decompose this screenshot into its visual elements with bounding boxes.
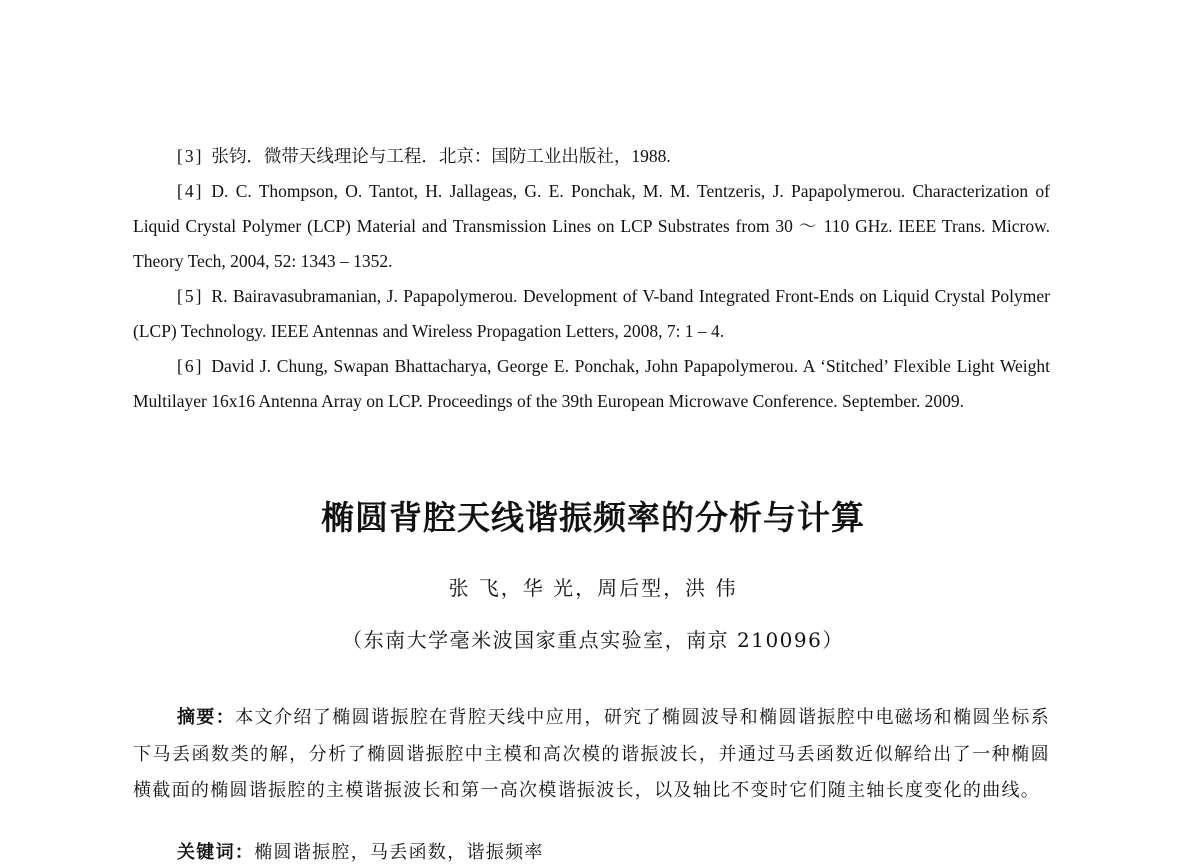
article-title: 椭圆背腔天线谐振频率的分析与计算: [321, 498, 865, 537]
reference-item: [133, 139, 1050, 174]
keywords: [177, 838, 544, 864]
reference-number: [5]: [177, 286, 204, 306]
reference-text: R. Bairavasubramanian, J. Papapolymerou. Development of V-band Integrated Front-Ends on Liquid Crystal Polymer (LCP) Technology. IEEE Antennas and Wireless Propagation Letters, 2008, 7: 1 – 4.: [133, 286, 1050, 341]
reference-list: [133, 139, 1050, 419]
reference-text: David J. Chung, Swapan Bhattacharya, George E. Ponchak, John Papapolymerou. A ‘Stitched’ Flexible Light Weight Multilayer 16x16 Antenna Array on LCP. Proceedings of the 39th European Microwave Conference. September. 2009.: [133, 356, 1050, 411]
reference-item: [133, 174, 1050, 279]
reference-number: [6]: [177, 356, 204, 376]
author-list: 张 飞，华 光，周后型，洪 伟: [448, 576, 738, 600]
reference-item: [133, 349, 1050, 419]
abstract: [133, 700, 1050, 810]
reference-text: 张钧．微带天线理论与工程．北京：国防工业出版社，1988.: [211, 146, 671, 166]
affiliation: （东南大学毫米波国家重点实验室，南京 210096）: [342, 628, 844, 652]
abstract-label: 摘要：: [177, 707, 236, 728]
reference-number: [4]: [177, 181, 204, 201]
reference-number: [3]: [177, 146, 204, 166]
keywords-label: 关键词：: [177, 842, 255, 863]
reference-text: D. C. Thompson, O. Tantot, H. Jallageas, G. E. Ponchak, M. M. Tentzeris, J. Papapolymerou. Characterization of Liquid Crystal Polymer (LCP) Material and Transmission Lines on LCP Substrates from 30 ～ 110 GHz. IEEE Trans. Microw. Theory Tech, 2004, 52: 1343 – 1352.: [133, 181, 1050, 271]
abstract-text: 本文介绍了椭圆谐振腔在背腔天线中应用，研究了椭圆波导和椭圆谐振腔中电磁场和椭圆坐标系下马丢函数类的解，分析了椭圆谐振腔中主模和高次模的谐振波长，并通过马丢函数近似解给出了一种椭圆横截面的椭圆谐振腔的主模谐振波长和第一高次模谐振波长，以及轴比不变时它们随主轴长度变化的曲线。: [133, 707, 1050, 801]
reference-item: [133, 279, 1050, 349]
keywords-text: 椭圆谐振腔，马丢函数，谐振频率: [254, 842, 544, 863]
